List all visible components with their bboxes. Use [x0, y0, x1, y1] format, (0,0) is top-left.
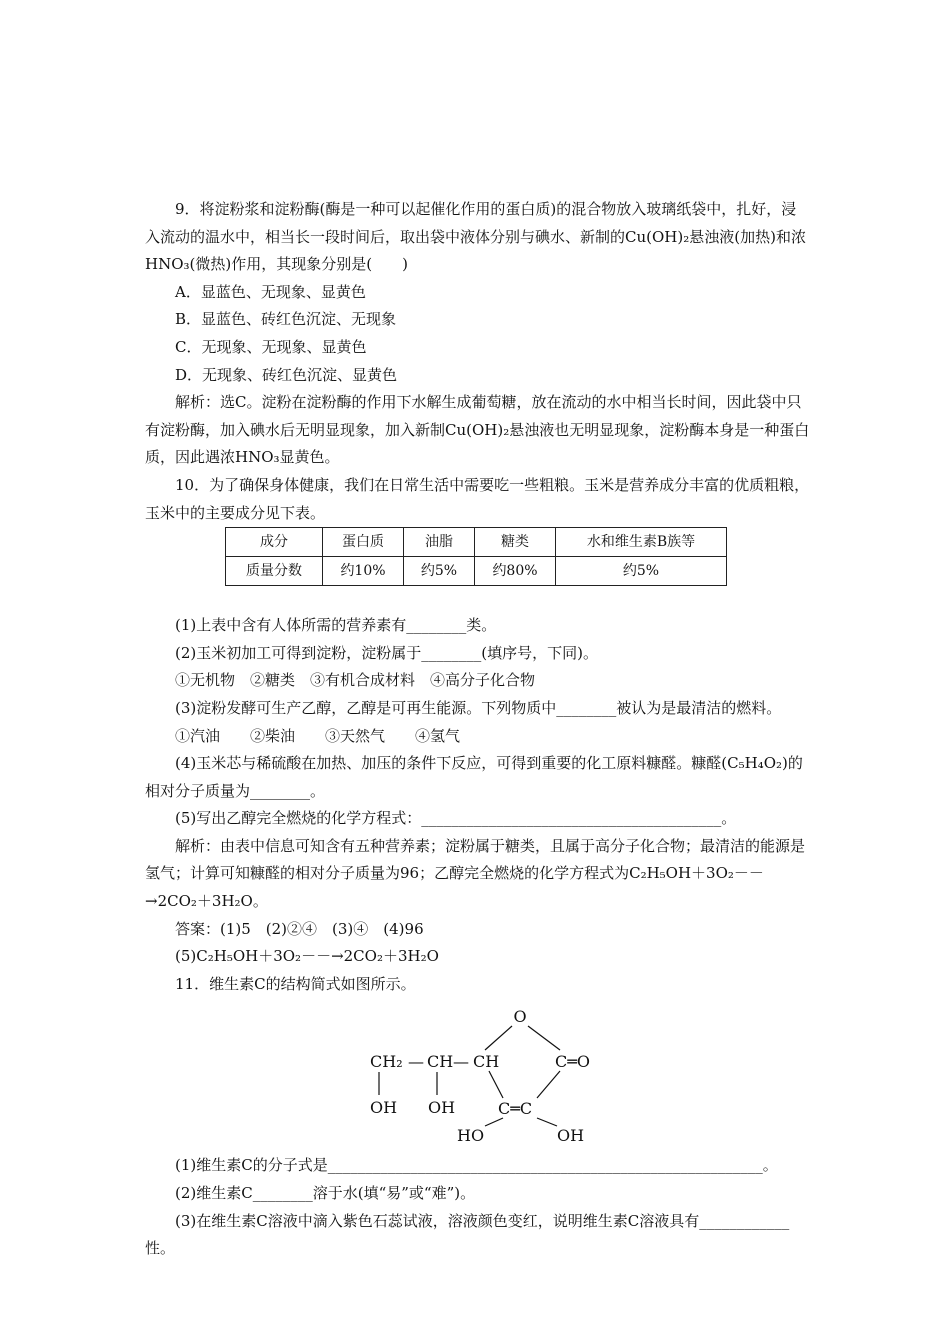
ring-oxygen-label: O	[513, 1007, 527, 1027]
oh-label-2: OH	[428, 1098, 456, 1118]
carbonyl-label: C═O	[555, 1052, 590, 1072]
table-cell: 约5%	[404, 557, 475, 586]
q10-sub3-options: ①汽油 ②柴油 ③天然气 ④氢气	[175, 726, 461, 745]
q10-sub1: (1)上表中含有人体所需的营养素有________类。	[175, 616, 497, 635]
vitamin-c-structure	[145, 1002, 810, 1150]
table-cell: 约10%	[323, 557, 404, 586]
q11-sub2: (2)维生素C________溶于水(填“易”或“难”)。	[175, 1184, 476, 1203]
oh-label-4: OH	[557, 1126, 585, 1146]
ch-label-1: CH	[427, 1052, 454, 1072]
q10-answer-1: 答案：(1)5 (2)②④ (3)④ (4)96	[175, 919, 424, 938]
table-cell: 质量分数	[226, 557, 323, 586]
q10-answer-2: (5)C₂H₅OH＋3O₂－－→2CO₂＋3H₂O	[175, 947, 439, 966]
table-cell: 蛋白质	[323, 528, 404, 557]
ch2-label: CH₂	[370, 1052, 403, 1072]
nutrient-table	[225, 527, 727, 586]
table-cell: 油脂	[404, 528, 475, 557]
q10-sub2: (2)玉米初加工可得到淀粉，淀粉属于________(填序号，下同)。	[175, 643, 598, 662]
table-row	[226, 528, 727, 557]
ho-label-3: HO	[457, 1126, 485, 1146]
bond-line	[489, 1071, 503, 1098]
q10-analysis: 解析：由表中信息可知含有五种营养素；淀粉属于糖类，且属于高分子化合物；最清洁的能源是氢气；计算可知糠醛的相对分子质量为96；乙醇完全燃烧的化学方程式为C₂H₅OH＋3O₂－－→2CO₂＋3H₂O。	[145, 836, 806, 911]
q9-option-c: C．无现象、无现象、显黄色	[175, 337, 367, 356]
bond-line	[537, 1071, 560, 1098]
bond-line	[537, 1118, 557, 1126]
bond-line	[485, 1118, 503, 1126]
oh-label-1: OH	[370, 1098, 398, 1118]
table-cell: 水和维生素B族等	[556, 528, 727, 557]
table-row	[226, 557, 727, 586]
table-cell: 约5%	[556, 557, 727, 586]
q11-sub1: (1)维生素C的分子式是__________________________________________________________。	[175, 1156, 778, 1175]
structure-diagram	[365, 1002, 625, 1150]
q9-option-a: A．显蓝色、无现象、显黄色	[175, 282, 366, 301]
table-cell: 糖类	[475, 528, 556, 557]
q9-analysis: 解析：选C。淀粉在淀粉酶的作用下水解生成葡萄糖，放在流动的水中相当长时间，因此袋中只有淀粉酶，加入碘水后无明显现象，加入新制Cu(OH)₂悬浊液也无明显现象，淀粉酶本身是一种蛋白质，因此遇浓HNO₃显黄色。	[145, 393, 810, 467]
bond-line	[485, 1026, 512, 1050]
bond-label: —	[408, 1052, 424, 1072]
double-bond-label: C═C	[498, 1099, 533, 1119]
q11-stem: 11．维生素C的结构简式如图所示。	[175, 974, 416, 993]
bond-line	[528, 1026, 560, 1050]
q10-sub2-options: ①无机物 ②糖类 ③有机合成材料 ④高分子化合物	[175, 671, 536, 690]
table-cell: 成分	[226, 528, 323, 557]
q10-sub3: (3)淀粉发酵可生产乙醇，乙醇是可再生能源。下列物质中________被认为是最清洁的燃料。	[175, 698, 782, 717]
q10-sub5: (5)写出乙醇完全燃烧的化学方程式：________________________________________。	[175, 809, 737, 828]
bond-label: —	[453, 1052, 469, 1072]
ch-label-2: CH	[473, 1052, 500, 1072]
q11-sub3: (3)在维生素C溶液中滴入紫色石蕊试液，溶液颜色变红，说明维生素C溶液具有____________性。	[145, 1211, 790, 1258]
q10-sub4: (4)玉米芯与稀硫酸在加热、加压的条件下反应，可得到重要的化工原料糠醛。糠醛(C₅H₄O₂)的相对分子质量为________。	[145, 754, 803, 800]
table-cell: 约80%	[475, 557, 556, 586]
q10-stem: 10．为了确保身体健康，我们在日常生活中需要吃一些粗粮。玉米是营养成分丰富的优质粗粮，玉米中的主要成分见下表。	[145, 475, 810, 522]
q9-option-b: B．显蓝色、砖红色沉淀、无现象	[175, 310, 397, 329]
q9-stem: 9．将淀粉浆和淀粉酶(酶是一种可以起催化作用的蛋白质)的混合物放入玻璃纸袋中，扎好，浸入流动的温水中，相当长一段时间后，取出袋中液体分别与碘水、新制的Cu(OH)₂悬浊液(加热)和浓HNO₃(微热)作用，其现象分别是( )	[145, 200, 806, 274]
q9-option-d: D．无现象、砖红色沉淀、显黄色	[175, 365, 398, 384]
document-page	[145, 196, 810, 1263]
